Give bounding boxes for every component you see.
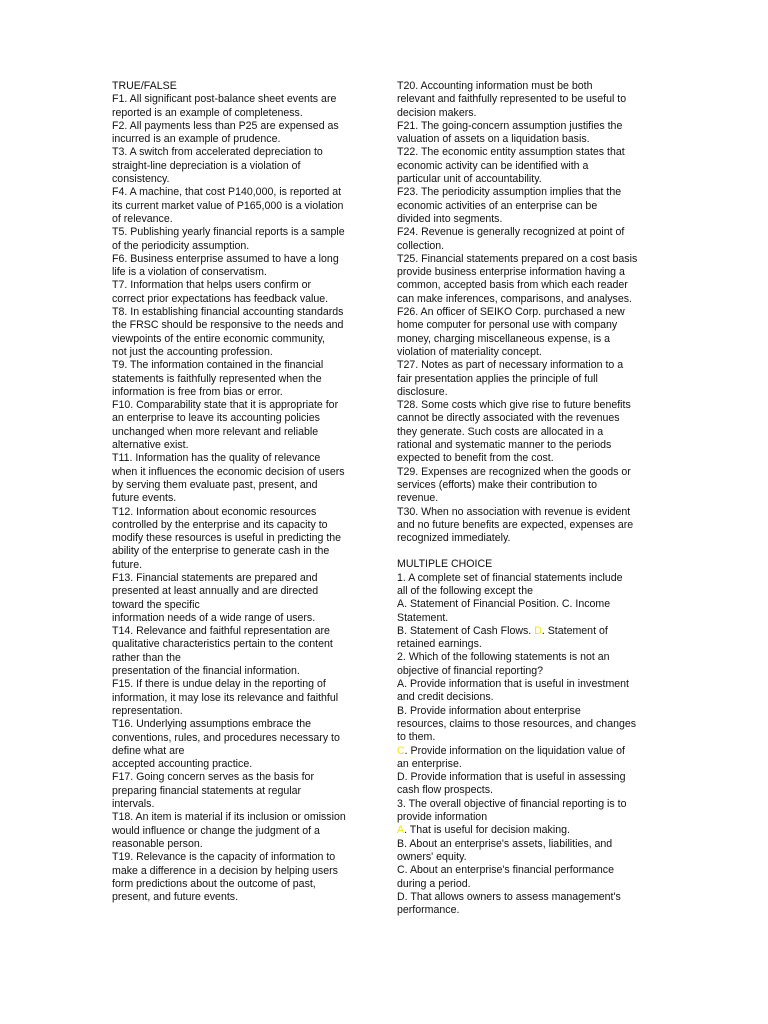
text-line: home computer for personal use with company — [397, 319, 618, 332]
text-line: divided into segments. — [397, 212, 503, 225]
text-line: the FRSC should be responsive to the needs and — [112, 319, 344, 332]
question-3-text: 3. The overall objective of financial reporting is to — [397, 797, 627, 810]
option-text: B. Statement of Cash Flows. — [397, 624, 535, 637]
text-line: T22. The economic entity assumption states that — [397, 146, 625, 159]
question-2-text: objective of financial reporting? — [397, 664, 544, 677]
question-1-option: Statement. — [397, 611, 449, 624]
text-line: its current market value of P165,000 is a violation — [112, 199, 344, 212]
text-line: F10. Comparability state that it is appropriate for — [112, 399, 339, 412]
text-line: TRUE/FALSE — [112, 80, 177, 92]
text-line: T27. Notes as part of necessary information to a — [397, 359, 624, 372]
question-2-option: cash flow prospects. — [397, 784, 493, 797]
question-2-option: an enterprise. — [397, 757, 462, 770]
text-line: of relevance. — [112, 212, 173, 225]
text-line: particular unit of accountability. — [397, 173, 542, 186]
text-line: T11. Information has the quality of relevance — [112, 452, 321, 465]
text-line: conventions, rules, and procedures necessary to — [112, 731, 340, 744]
text-line: reported is an example of completeness. — [112, 106, 303, 119]
text-line: collection. — [397, 239, 445, 252]
text-line: representation. — [112, 704, 183, 717]
text-line: statements is faithfully represented when the — [112, 372, 322, 385]
text-line: unchanged when more relevant and reliable — [112, 425, 319, 438]
text-line: information, it may lose its relevance and faithful — [112, 691, 339, 704]
text-line: T9. The information contained in the financial — [112, 359, 324, 372]
text-line: T25. Financial statements prepared on a cost basis — [397, 252, 638, 265]
question-3-option — [397, 824, 659, 837]
question-1-option: retained earnings. — [397, 638, 482, 651]
text-line: T28. Some costs which give rise to future benefits — [397, 399, 631, 412]
text-line: consistency. — [112, 173, 170, 186]
text-line: expected to benefit from the cost. — [397, 452, 554, 465]
question-3-option: C. About an enterprise's financial performance — [397, 864, 614, 877]
text-line: would influence or change the judgment of a — [112, 824, 320, 837]
option-text: . Statement of — [541, 624, 608, 637]
text-line: cannot be directly associated with the revenues — [397, 412, 620, 425]
question-2-text: 2. Which of the following statements is not an — [397, 651, 610, 664]
question-1-option: A. Statement of Financial Position. C. Income — [397, 598, 611, 611]
text-line: toward the specific — [112, 598, 200, 611]
text-line: not just the accounting profession. — [112, 345, 273, 358]
question-2-option: to them. — [397, 731, 436, 744]
text-line: T14. Relevance and faithful representation are — [112, 625, 330, 638]
text-line: provide business enterprise information having a — [397, 266, 625, 279]
text-line: money, charging miscellaneous expense, is a — [397, 332, 610, 345]
text-line: T19. Relevance is the capacity of information to — [112, 851, 336, 864]
text-line: preparing financial statements at regular — [112, 784, 302, 797]
question-1-option — [397, 625, 659, 638]
answer-key-highlight: D — [534, 624, 542, 637]
section-heading: MULTIPLE CHOICE — [397, 558, 493, 571]
text-line: T5. Publishing yearly financial reports is a sample — [112, 226, 345, 239]
text-line: straight-line depreciation is a violation of — [112, 159, 301, 172]
text-line: economic activities of an enterprise can be — [397, 199, 598, 212]
text-line: information is free from bias or error. — [112, 385, 283, 398]
text-line: when it influences the economic decision of users — [112, 465, 345, 478]
question-2-option: A. Provide information that is useful in investment — [397, 678, 629, 691]
text-line: F23. The periodicity assumption implies that the — [397, 186, 622, 199]
text-line: make a difference in a decision by helping users — [112, 864, 338, 877]
question-2-option — [397, 745, 659, 758]
question-3-text: provide information — [397, 811, 488, 824]
text-line: F17. Going concern serves as the basis for — [112, 771, 314, 784]
text-line: by serving them evaluate past, present, and — [112, 478, 318, 491]
text-line: disclosure. — [397, 385, 448, 398]
option-text: . That is useful for decision making. — [404, 824, 570, 837]
text-line: F26. An officer of SEIKO Corp. purchased a new — [397, 306, 625, 319]
text-line: violation of materiality concept. — [397, 345, 542, 358]
text-line: economic activity can be identified with a — [397, 159, 589, 172]
text-line: future. — [112, 558, 143, 571]
text-line: of the periodicity assumption. — [112, 239, 250, 252]
true-false-column-left — [112, 80, 374, 904]
answer-key-highlight: C — [397, 744, 405, 757]
text-line: reasonable person. — [112, 837, 203, 850]
text-line: T29. Expenses are recognized when the goods or — [397, 465, 631, 478]
question-1-text: all of the following except the — [397, 584, 534, 597]
text-line: T16. Underlying assumptions embrace the — [112, 718, 312, 731]
multiple-choice-section — [397, 558, 659, 917]
text-line: relevant and faithfully represented to be useful to — [397, 93, 627, 106]
text-line: revenue. — [397, 492, 439, 505]
text-line: valuation of assets on a liquidation basis. — [397, 133, 590, 146]
text-line: intervals. — [112, 798, 155, 811]
text-line: F15. If there is undue delay in the reporting of — [112, 678, 326, 691]
section-spacer — [397, 545, 659, 558]
question-2-option: B. Provide information about enterprise — [397, 704, 581, 717]
text-line: modify these resources is useful in predicting the — [112, 532, 342, 545]
answer-key-highlight: A — [397, 824, 405, 837]
question-2-option: resources, claims to those resources, and changes — [397, 717, 637, 730]
text-line: recognized immediately. — [397, 532, 511, 545]
question-3-option: performance. — [397, 904, 460, 917]
text-line: they generate. Such costs are allocated in a — [397, 425, 604, 438]
question-3-option: owners' equity. — [397, 850, 467, 863]
text-line: future events. — [112, 492, 177, 505]
text-line: alternative exist. — [112, 439, 189, 452]
text-line: presented at least annually and are directed — [112, 585, 319, 598]
text-line: present, and future events. — [112, 891, 239, 904]
text-line: F24. Revenue is generally recognized at point of — [397, 226, 625, 239]
text-line: T8. In establishing financial accounting standards — [112, 306, 344, 319]
question-3-option: D. That allows owners to assess management's — [397, 890, 621, 903]
text-line: can make inferences, comparisons, and analyses. — [397, 292, 632, 305]
text-line: rather than the — [112, 651, 181, 664]
text-line: controlled by the enterprise and its capacity to — [112, 518, 328, 531]
text-line: life is a violation of conservatism. — [112, 266, 267, 279]
text-line: F1. All significant post-balance sheet events are — [112, 93, 337, 106]
text-line: F2. All payments less than P25 are expensed as — [112, 119, 339, 132]
text-line: rational and systematic manner to the periods — [397, 439, 612, 452]
text-line: common, accepted basis from which each reader — [397, 279, 628, 292]
text-line: viewpoints of the entire economic community, — [112, 332, 325, 345]
text-line: T12. Information about economic resources — [112, 505, 317, 518]
text-line: incurred is an example of prudence. — [112, 133, 281, 146]
text-line: F21. The going-concern assumption justifies the — [397, 119, 623, 132]
true-false-column-right — [397, 80, 659, 917]
question-3-option: B. About an enterprise's assets, liabilities, and — [397, 837, 613, 850]
option-text: . Provide information on the liquidation value of — [404, 744, 625, 757]
text-line: fair presentation applies the principle of full — [397, 372, 598, 385]
text-line: qualitative characteristics pertain to the content — [112, 638, 333, 651]
text-line: T18. An item is material if its inclusion or omission — [112, 811, 346, 824]
text-line: accepted accounting practice. — [112, 758, 253, 771]
question-1-text: 1. A complete set of financial statements include — [397, 571, 623, 584]
text-line: an enterprise to leave its accounting policies — [112, 412, 320, 425]
text-line: correct prior expectations has feedback value. — [112, 292, 329, 305]
text-line: T20. Accounting information must be both — [397, 80, 593, 92]
question-2-option: D. Provide information that is useful in assessing — [397, 771, 626, 784]
text-line: information needs of a wide range of users. — [112, 611, 316, 624]
question-2-option: and credit decisions. — [397, 691, 494, 704]
text-line: presentation of the financial information. — [112, 665, 300, 678]
text-line: F6. Business enterprise assumed to have a long — [112, 252, 339, 265]
text-line: T30. When no association with revenue is evident — [397, 505, 631, 518]
text-line: and no future benefits are expected, expenses are — [397, 518, 634, 531]
text-line: define what are — [112, 744, 185, 757]
text-line: form predictions about the outcome of past, — [112, 877, 316, 890]
question-3-option: during a period. — [397, 877, 471, 890]
text-line: T7. Information that helps users confirm or — [112, 279, 312, 292]
text-line: T3. A switch from accelerated depreciation to — [112, 146, 323, 159]
text-line: F4. A machine, that cost P140,000, is reported at — [112, 186, 342, 199]
text-line: services (efforts) make their contribution to — [397, 478, 597, 491]
text-line: ability of the enterprise to generate cash in the — [112, 545, 330, 558]
text-line: decision makers. — [397, 106, 477, 119]
text-line: F13. Financial statements are prepared and — [112, 571, 318, 584]
